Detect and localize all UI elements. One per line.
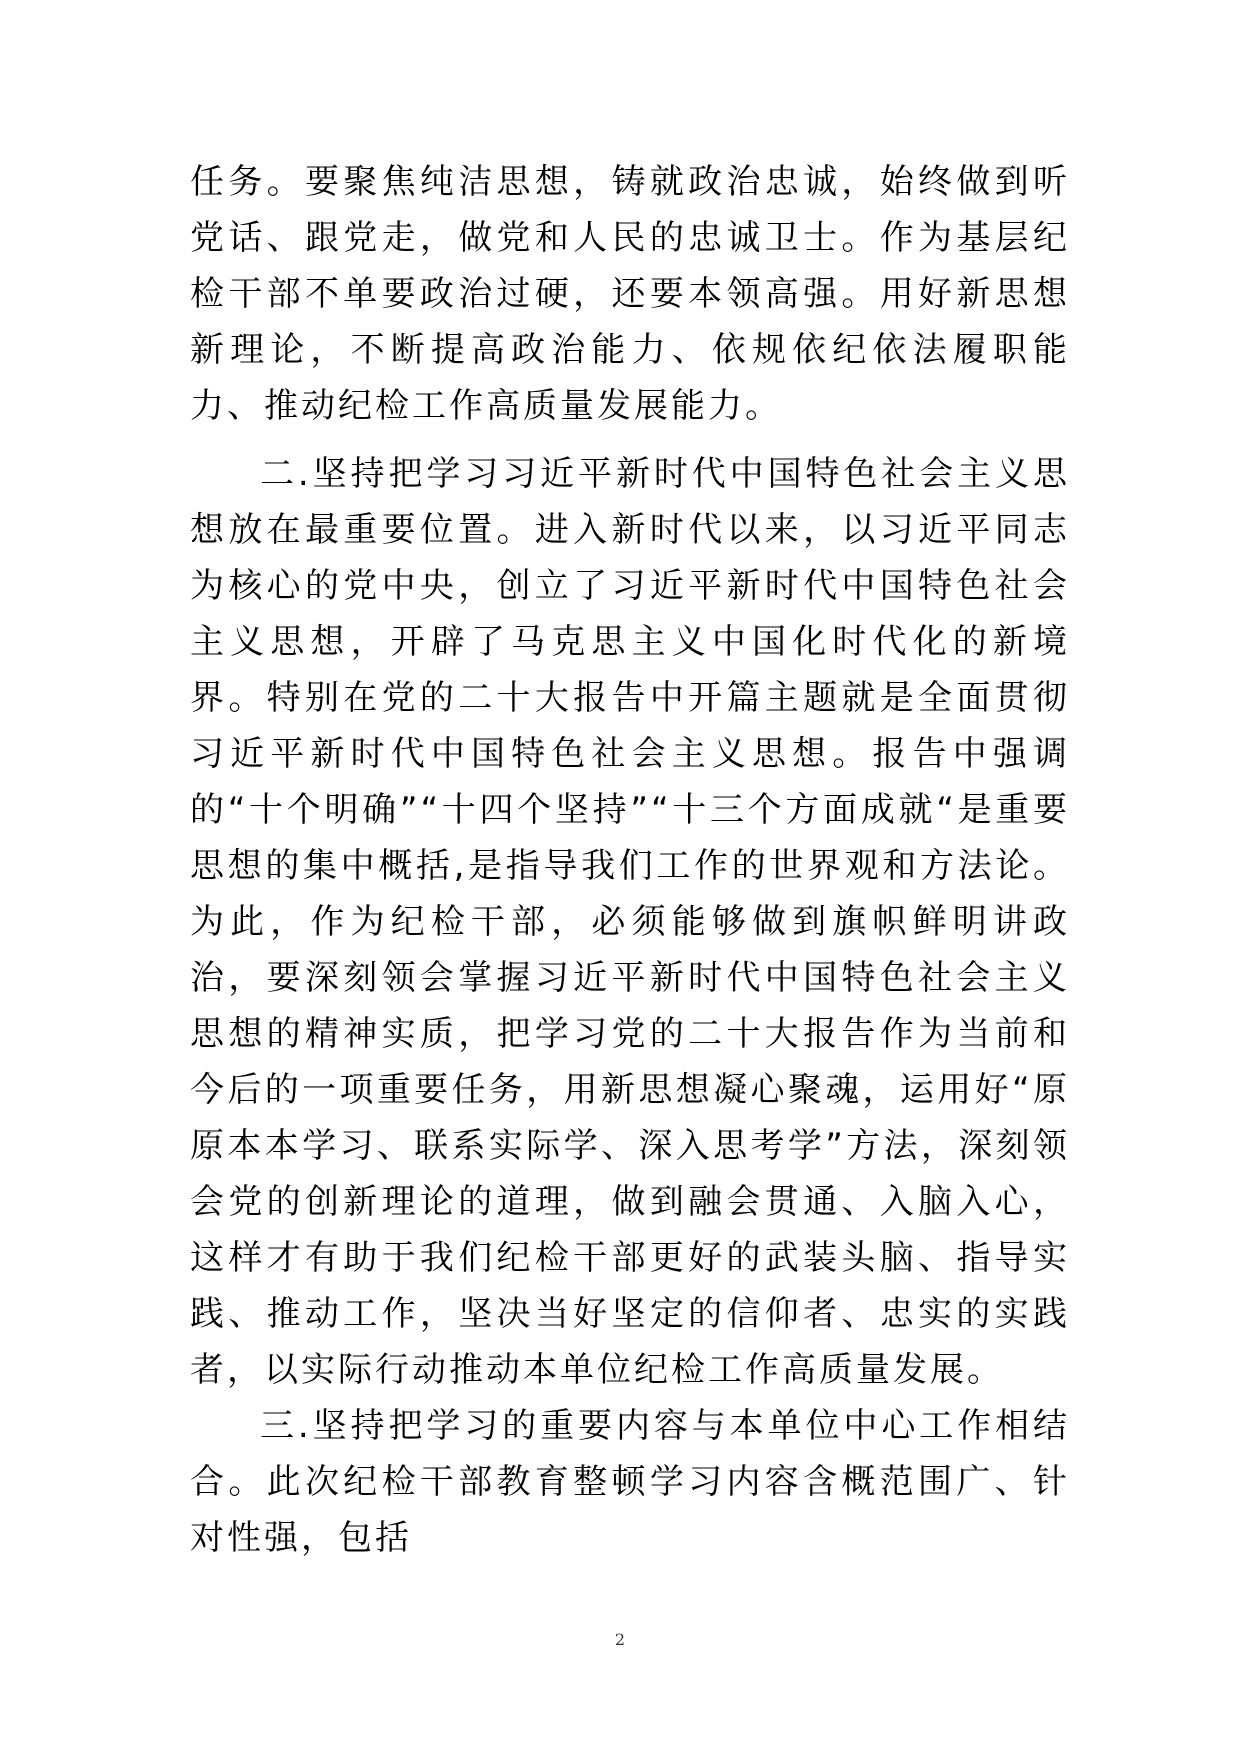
paragraph-section-two: 二.坚持把学习习近平新时代中国特色社会主义思想放在最重要位置。进入新时代以来，以习近平同志为核心的党中央，创立了习近平新时代中国特色社会主义思想，开辟了马克思主义中国化时代化的新境界。特别在党的二十大报告中开篇主题就是全面贯彻习近平新时代中国特色社会主义思想。报告中强调的“十个明确”“十四个坚持”“十三个方面成就“是重要思想的集中概括,是指导我们工作的世界观和方法论。为此，作为纪检干部，必须能够做到旗帜鲜明讲政治，要深刻领会掌握习近平新时代中国特色社会主义思想的精神实质，把学习党的二十大报告作为当前和今后的一项重要任务，用新思想凝心聚魂，运用好“原原本本学习、联系实际学、深入思考学”方法，深刻领会党的创新理论的道理，做到融会贯通、入脑入心，这样才有助于我们纪检干部更好的武装头脑、指导实践、推动工作，坚决当好坚定的信仰者、忠实的实践者，以实际行动推动本单位纪检工作高质量发展。 [190, 454, 1070, 1390]
body-text [190, 154, 1070, 1566]
page-number: 2 [614, 1630, 626, 1649]
paragraph-section-three: 三.坚持把学习的重要内容与本单位中心工作相结合。此次纪检干部教育整顿学习内容含概范围广、针对性强，包括 [190, 1406, 1070, 1558]
paragraph-continuation: 任务。要聚焦纯洁思想，铸就政治忠诚，始终做到听党话、跟党走，做党和人民的忠诚卫士。作为基层纪检干部不单要政治过硬，还要本领高强。用好新思想新理论，不断提高政治能力、依规依纪依法履职能力、推动纪检工作高质量发展能力。 [190, 162, 1070, 426]
